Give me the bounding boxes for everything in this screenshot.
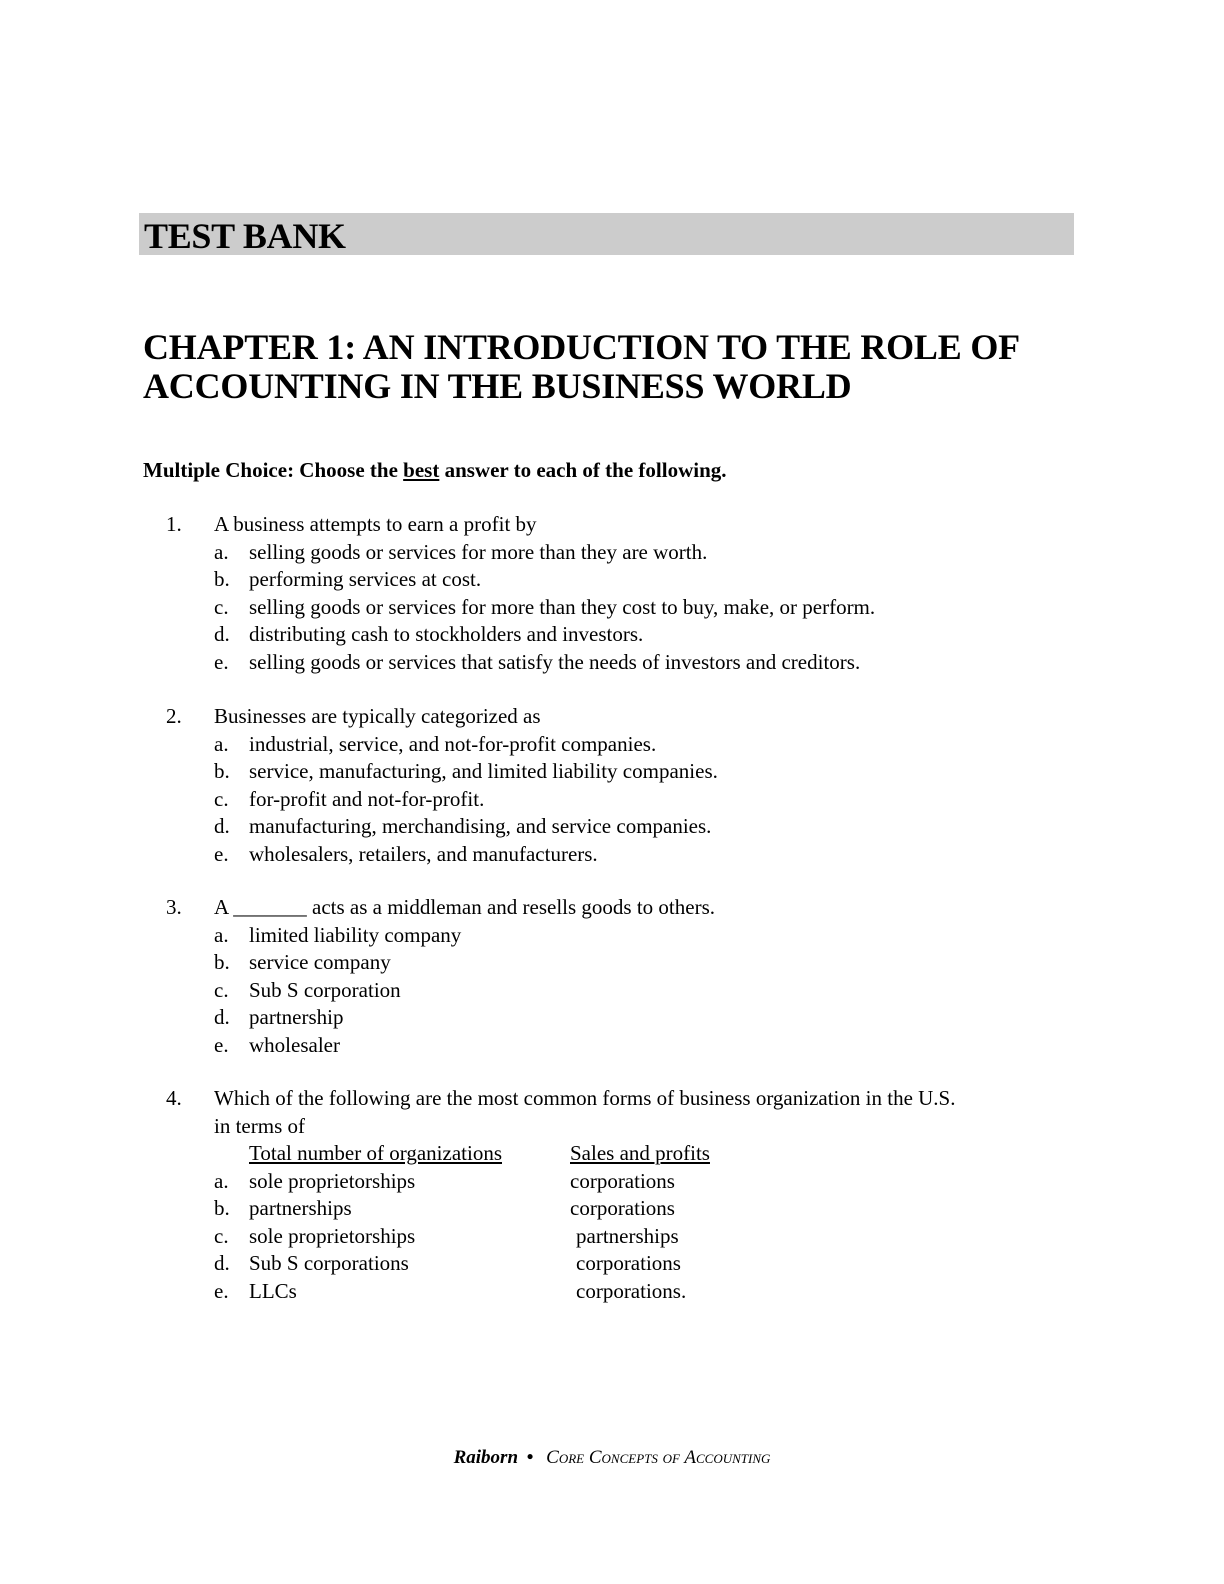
option-col-1: sole proprietorships bbox=[249, 1223, 416, 1248]
option-letter: c. bbox=[214, 786, 229, 811]
column-header-sales-profits: Sales and profits bbox=[570, 1141, 710, 1165]
option-letter: b. bbox=[214, 759, 230, 783]
option-col-1: partnerships bbox=[249, 1196, 352, 1220]
option-col-1: sole proprietorships bbox=[249, 1168, 416, 1193]
option-letter: d. bbox=[214, 814, 230, 838]
option-text: Sub S corporation bbox=[249, 977, 401, 1002]
option-letter: d. bbox=[214, 622, 230, 646]
question-text: A _______ acts as a middleman and resells goods to others. bbox=[214, 895, 715, 919]
chapter-title-line-2: ACCOUNTING IN THE BUSINESS WORLD bbox=[143, 366, 852, 406]
column-header-total-organizations: Total number of organizations bbox=[249, 1141, 502, 1165]
option-letter: e. bbox=[214, 1278, 229, 1303]
option-letter: e. bbox=[214, 841, 229, 866]
question-text: A business attempts to earn a profit by bbox=[214, 512, 537, 536]
option-text: manufacturing, merchandising, and service companies. bbox=[249, 814, 712, 838]
question-number: 4. bbox=[166, 1086, 182, 1110]
option-letter: a. bbox=[214, 922, 229, 947]
option-text: distributing cash to stockholders and investors. bbox=[249, 622, 644, 646]
test-bank-header-bar bbox=[139, 213, 1074, 255]
option-letter: e. bbox=[214, 1032, 229, 1057]
option-text: wholesalers, retailers, and manufacturers. bbox=[249, 841, 598, 866]
page-footer bbox=[0, 1446, 1224, 1470]
instructions-emphasis: best bbox=[403, 458, 440, 482]
option-letter: c. bbox=[214, 977, 229, 1002]
option-letter: a. bbox=[214, 1168, 229, 1193]
option-letter: d. bbox=[214, 1251, 230, 1275]
option-col-2: corporations bbox=[576, 1251, 681, 1275]
footer-bullet: • bbox=[526, 1447, 534, 1468]
option-text: selling goods or services for more than they cost to buy, make, or perform. bbox=[249, 594, 876, 619]
option-letter: d. bbox=[214, 1005, 230, 1029]
footer-book-title: Core Concepts of Accounting bbox=[546, 1447, 771, 1468]
chapter-title bbox=[143, 328, 1083, 406]
question-text: Businesses are typically categorized as bbox=[214, 704, 541, 728]
option-text: selling goods or services that satisfy the needs of investors and creditors. bbox=[249, 649, 861, 674]
test-bank-title: TEST BANK bbox=[144, 216, 346, 256]
question-number: 3. bbox=[166, 895, 182, 919]
option-text: limited liability company bbox=[249, 922, 462, 947]
option-col-1: Sub S corporations bbox=[249, 1251, 409, 1275]
option-col-2: corporations bbox=[570, 1196, 675, 1220]
chapter-title-line-1: CHAPTER 1: AN INTRODUCTION TO THE ROLE OF bbox=[143, 327, 1020, 367]
option-col-2: corporations. bbox=[576, 1278, 687, 1303]
option-text: selling goods or services for more than they are worth. bbox=[249, 539, 708, 564]
question-text-line-1: Which of the following are the most common forms of business organization in the U.S. bbox=[214, 1086, 956, 1110]
option-letter: b. bbox=[214, 950, 230, 974]
option-text: wholesaler bbox=[249, 1032, 340, 1057]
question-number: 1. bbox=[166, 512, 182, 536]
option-letter: b. bbox=[214, 1196, 230, 1220]
instructions-prefix: Multiple Choice: Choose the bbox=[143, 458, 404, 482]
option-col-1: LLCs bbox=[249, 1278, 297, 1303]
instructions-suffix: answer to each of the following. bbox=[439, 458, 727, 482]
option-letter: e. bbox=[214, 649, 229, 674]
option-text: industrial, service, and not-for-profit companies. bbox=[249, 731, 657, 756]
option-letter: c. bbox=[214, 1223, 229, 1248]
option-text: service, manufacturing, and limited liability companies. bbox=[249, 759, 718, 783]
question-text-line-2: in terms of bbox=[214, 1113, 305, 1138]
option-letter: c. bbox=[214, 594, 229, 619]
option-text: partnership bbox=[249, 1005, 344, 1029]
footer-author: Raiborn bbox=[453, 1447, 519, 1468]
option-text: for-profit and not-for-profit. bbox=[249, 786, 485, 811]
option-letter: a. bbox=[214, 731, 229, 756]
option-col-2: partnerships bbox=[576, 1223, 679, 1248]
question-number: 2. bbox=[166, 704, 182, 728]
option-text: service company bbox=[249, 950, 391, 974]
option-letter: a. bbox=[214, 539, 229, 564]
option-col-2: corporations bbox=[570, 1168, 675, 1193]
option-text: performing services at cost. bbox=[249, 567, 482, 591]
option-letter: b. bbox=[214, 567, 230, 591]
section-instructions bbox=[143, 456, 727, 484]
